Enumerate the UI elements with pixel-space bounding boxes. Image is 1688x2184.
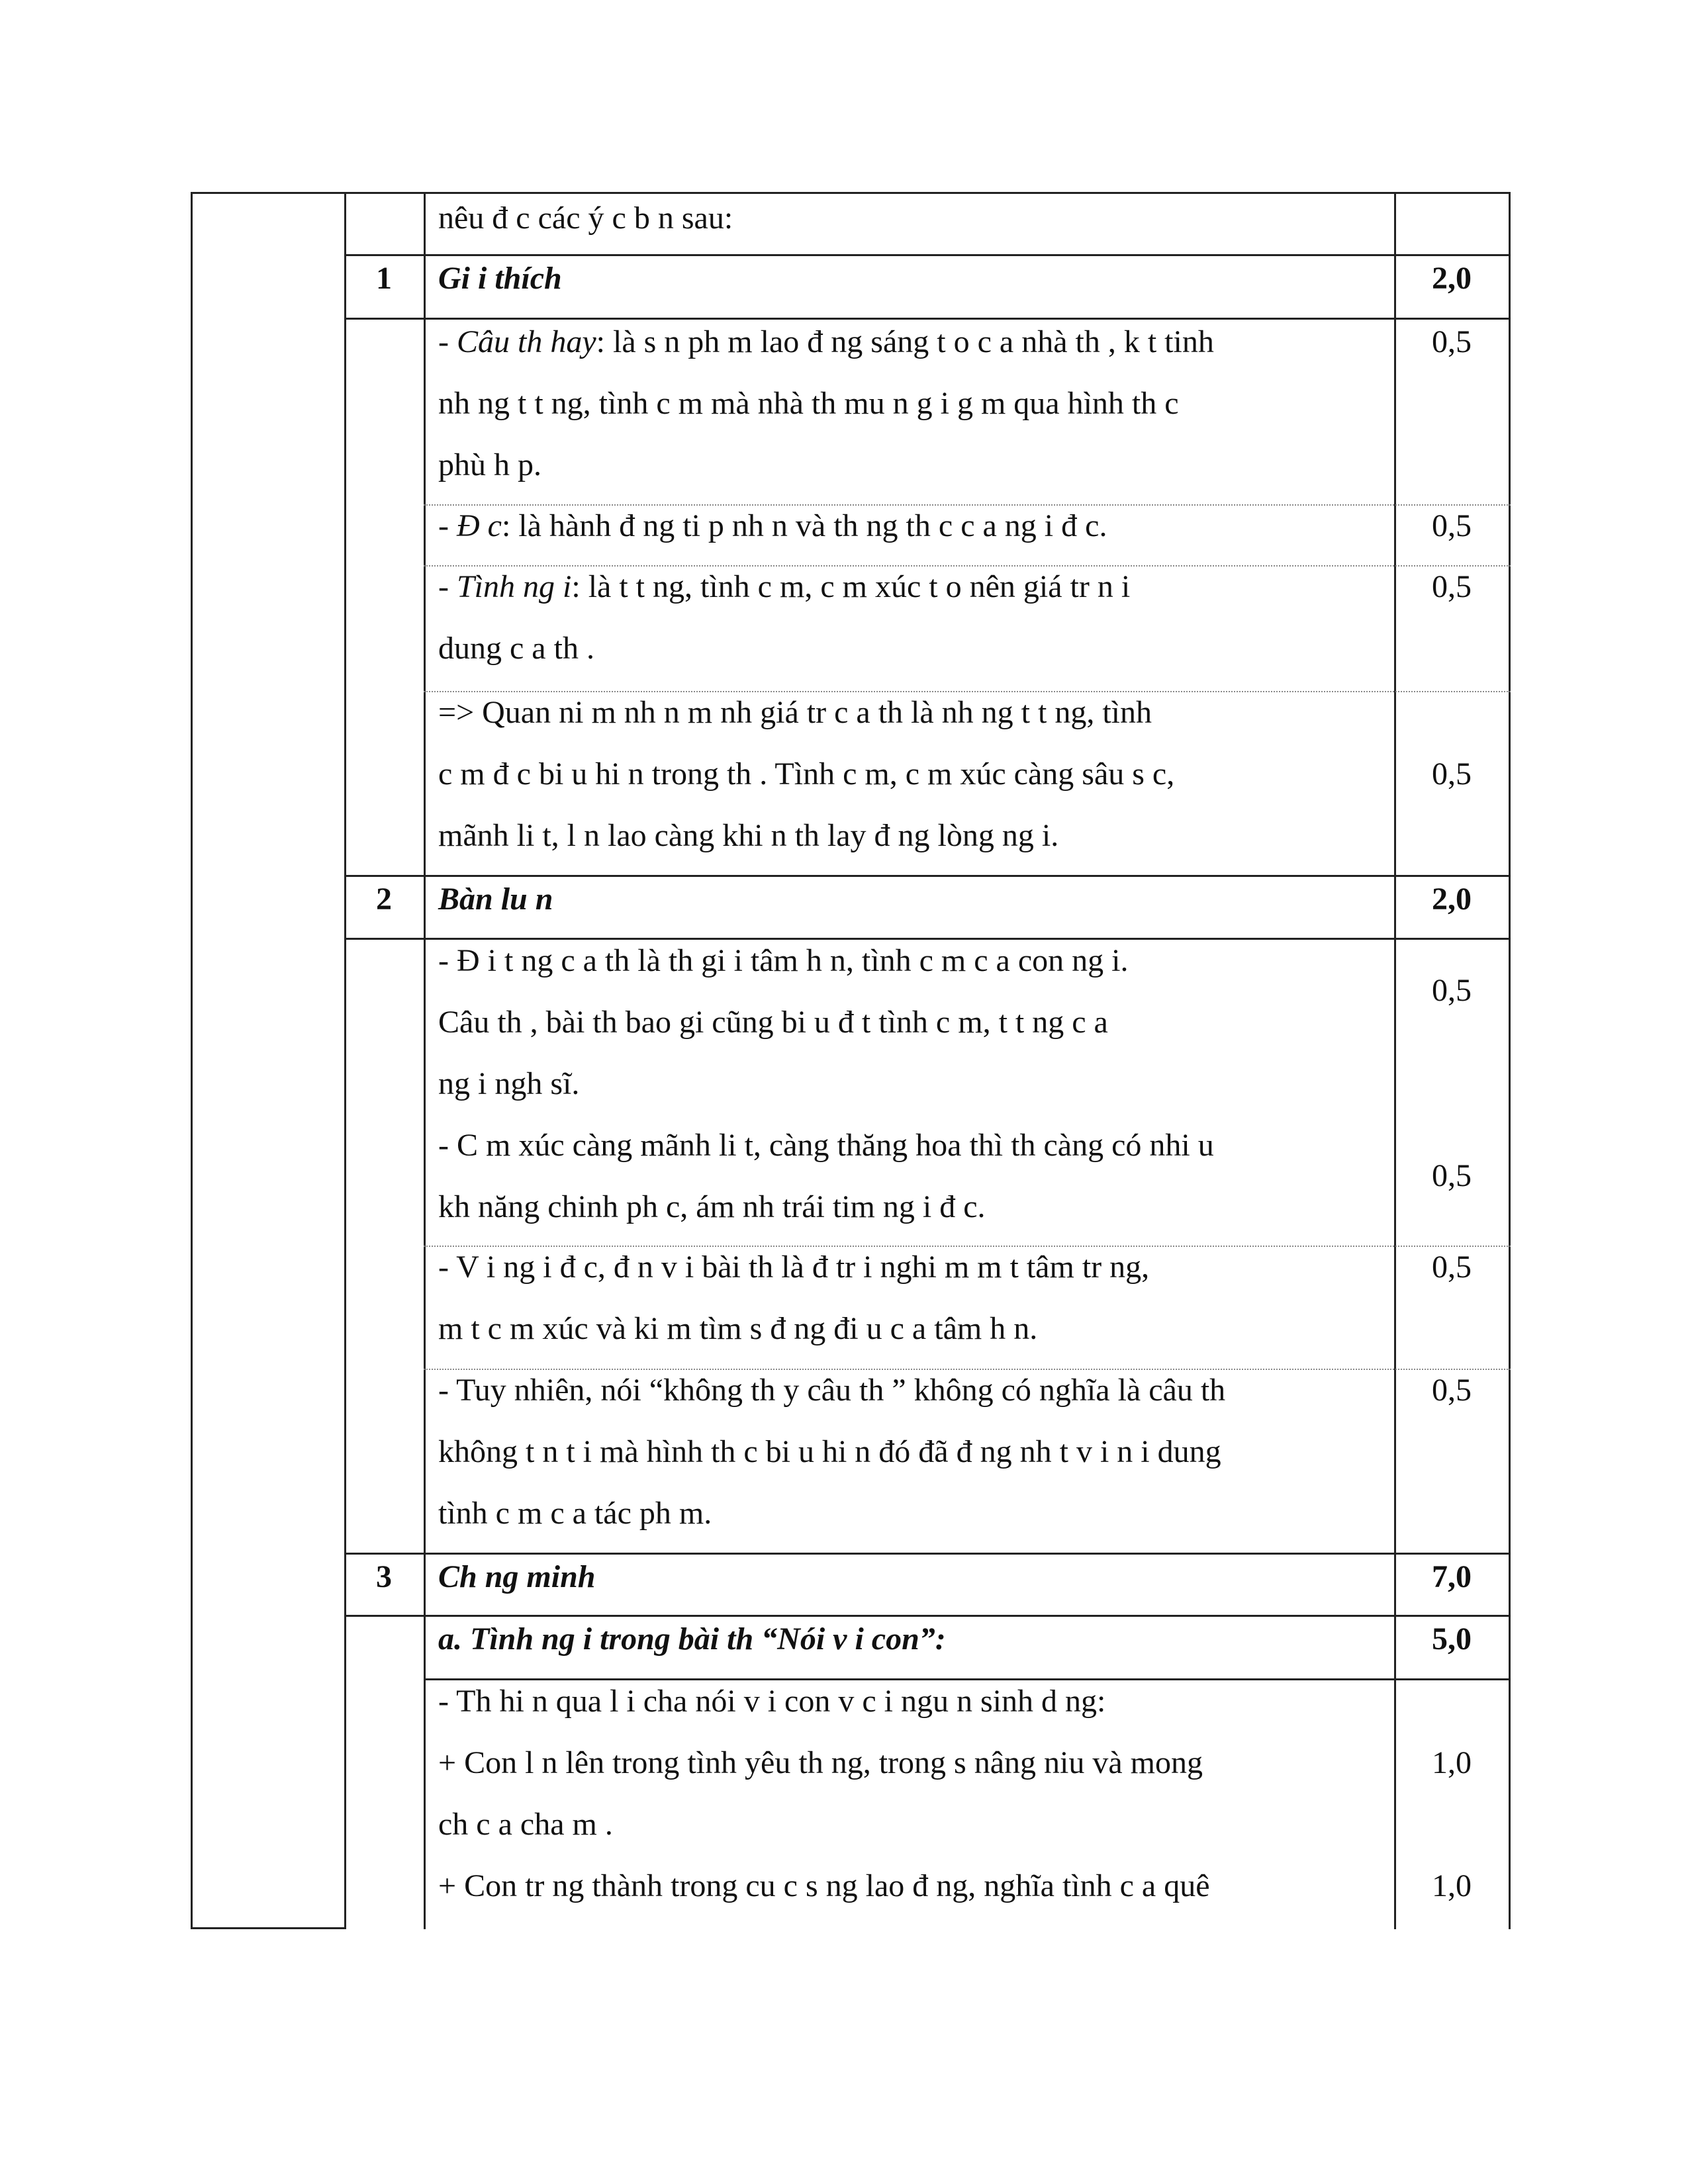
content-line: mãnh li t, l n lao càng khi n th lay đ ng lòng ng i. xyxy=(438,818,1059,853)
content-line: không t n t i mà hình th c bi u hi n đó đã đ ng nh t v i n i dung xyxy=(438,1434,1221,1469)
content-line: - Đ i t ng c a th là th gi i tâm h n, tình c m c a con ng i. xyxy=(438,943,1129,978)
content-text: : là s n ph m lao đ ng sáng t o c a nhà th , k t tinh xyxy=(596,324,1214,359)
content-line: Câu th , bài th bao gi cũng bi u đ t tình c m, t t ng c a xyxy=(438,1005,1108,1040)
section-heading: Gi i thích xyxy=(438,261,562,296)
term: - Tình ng i xyxy=(438,569,572,604)
score: 0,5 xyxy=(1432,1158,1472,1193)
score: 2,0 xyxy=(1432,882,1472,917)
score: 0,5 xyxy=(1432,973,1472,1008)
content-line: phù h p. xyxy=(438,447,541,482)
content-line xyxy=(438,311,1214,373)
table-border-top xyxy=(191,192,1511,194)
content-line xyxy=(438,556,1130,618)
content-line: ng i ngh sĩ. xyxy=(438,1066,580,1101)
score: 0,5 xyxy=(1432,1250,1472,1285)
content-text: : là t t ng, tình c m, c m xúc t o nên giá tr n i xyxy=(571,569,1131,604)
table-col-divider-1 xyxy=(344,192,346,1929)
term: - Câu th hay xyxy=(438,324,596,359)
score: 2,0 xyxy=(1432,261,1472,296)
score: 7,0 xyxy=(1432,1559,1472,1594)
content-line: nh ng t t ng, tình c m mà nhà th mu n g i g m qua hình th c xyxy=(438,386,1179,421)
table-border-left xyxy=(191,192,193,1929)
section-number: 1 xyxy=(376,261,392,296)
table-border-right xyxy=(1509,192,1511,1929)
content-line: tình c m c a tác ph m. xyxy=(438,1496,712,1531)
score: 0,5 xyxy=(1432,1373,1472,1408)
score: 0,5 xyxy=(1432,569,1472,604)
content-line: ch c a cha m . xyxy=(438,1807,613,1842)
subsection-heading: a. Tình ng i trong bài th “Nói v i con”: xyxy=(438,1621,946,1657)
content-line: c m đ c bi u hi n trong th . Tình c m, c m xúc càng sâu s c, xyxy=(438,756,1175,792)
score: 0,5 xyxy=(1432,324,1472,359)
content-line xyxy=(438,495,1107,557)
section-number: 2 xyxy=(376,882,392,917)
content-line: m t c m xúc và ki m tìm s đ ng đi u c a tâm h n. xyxy=(438,1311,1038,1346)
table-border-bottom xyxy=(191,1927,344,1929)
term: - Đ c xyxy=(438,508,502,543)
score: 0,5 xyxy=(1432,508,1472,543)
score: 1,0 xyxy=(1432,1868,1472,1903)
table-col-divider-2 xyxy=(424,192,426,1929)
section-heading: Bàn lu n xyxy=(438,882,553,917)
content-line: - C m xúc càng mãnh li t, càng thăng hoa thì th càng có nhi u xyxy=(438,1128,1214,1163)
content-line: nêu đ c các ý c b n sau: xyxy=(438,201,733,236)
score: 0,5 xyxy=(1432,756,1472,792)
section-number: 3 xyxy=(376,1559,392,1594)
content-line: + Con tr ng thành trong cu c s ng lao đ ng, nghĩa tình c a quê xyxy=(438,1868,1210,1903)
content-line: => Quan ni m nh n m nh giá tr c a th là nh ng t t ng, tình xyxy=(438,695,1152,730)
content-line: - Tuy nhiên, nói “không th y câu th ” không có nghĩa là câu th xyxy=(438,1373,1226,1408)
score: 5,0 xyxy=(1432,1621,1472,1657)
content-line: + Con l n lên trong tình yêu th ng, trong s nâng niu và mong xyxy=(438,1745,1203,1780)
content-line: kh năng chinh ph c, ám nh trái tim ng i đ c. xyxy=(438,1189,986,1224)
score: 1,0 xyxy=(1432,1745,1472,1780)
content-line: - V i ng i đ c, đ n v i bài th là đ tr i nghi m m t tâm tr ng, xyxy=(438,1250,1150,1285)
content-line: dung c a th . xyxy=(438,631,594,666)
content-text: : là hành đ ng ti p nh n và th ng th c c a ng i đ c. xyxy=(501,508,1107,543)
content-line: - Th hi n qua l i cha nói v i con v c i ngu n sinh d ng: xyxy=(438,1684,1106,1719)
section-heading: Ch ng minh xyxy=(438,1559,596,1594)
